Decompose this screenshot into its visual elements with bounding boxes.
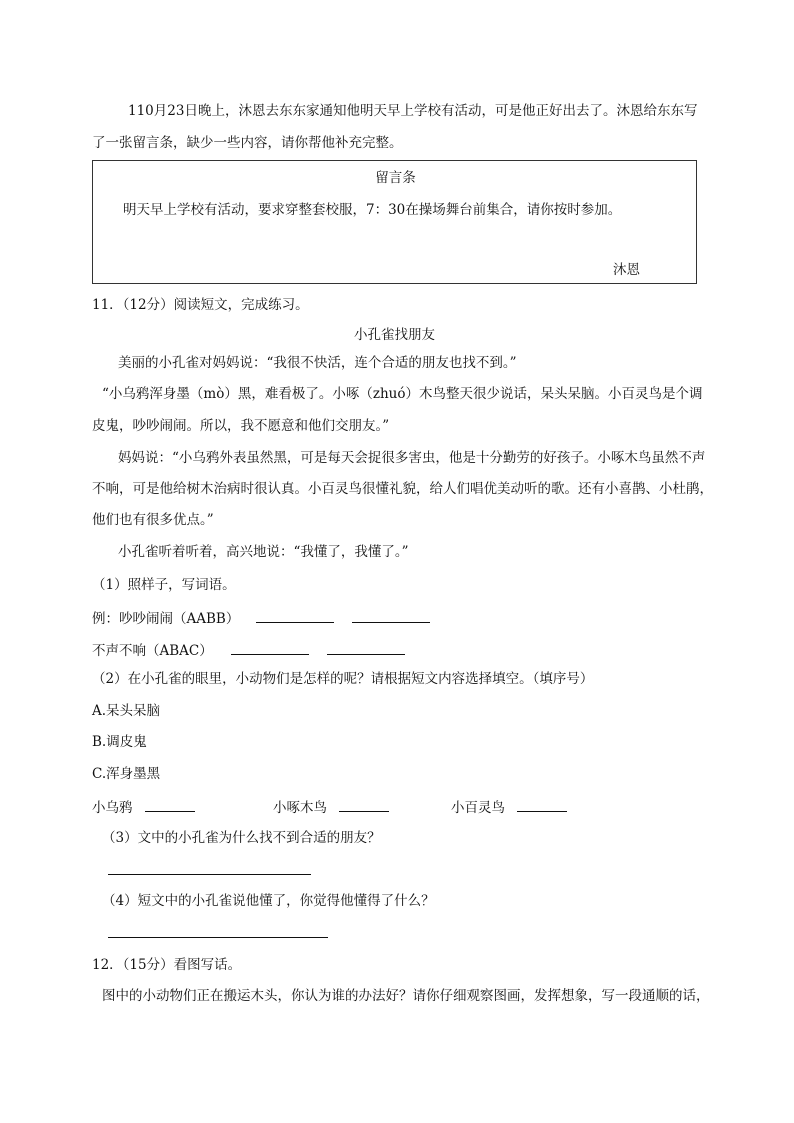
answer-line[interactable]	[108, 937, 328, 938]
story-paragraph-2-line-2: 皮鬼，吵吵闹闹。所以，我不愿意和他们交朋友。”	[92, 418, 390, 434]
story-paragraph-3-line-2: 不响，可是他给树木治病时很认真。小百灵鸟很懂礼貌，给人们唱优美动听的歌。还有小喜鹊、小杜鹃，	[92, 481, 713, 497]
option-c: C.浑身墨黑	[92, 766, 161, 782]
story-paragraph-3-line-3: 他们也有很多优点。”	[92, 512, 214, 528]
fill-animal-2	[273, 797, 389, 817]
example-2-label: 不声不响（ABAC）	[92, 643, 213, 659]
example-row-1	[92, 608, 430, 628]
fill-animal-3	[451, 797, 567, 817]
story-paragraph-3-line-1: 妈妈说：“小乌鸦外表虽然黑，可是每天会捉很多害虫，他是十分勤劳的好孩子。小啄木鸟虽然不声	[118, 450, 706, 466]
answer-blank[interactable]	[327, 640, 405, 655]
answer-blank[interactable]	[517, 797, 567, 812]
intro-line-2: 了一张留言条，缺少一些内容，请你帮他补充完整。	[92, 135, 403, 151]
message-note-box	[92, 160, 697, 284]
sub-question-4: （4）短文中的小孔雀说他懂了，你觉得他懂得了什么？	[102, 893, 435, 909]
answer-blank[interactable]	[145, 797, 195, 812]
example-1-label: 例：吵吵闹闹（AABB）	[92, 611, 240, 627]
answer-blank[interactable]	[352, 608, 430, 623]
answer-blank[interactable]	[231, 640, 309, 655]
note-title: 留言条	[375, 170, 416, 186]
sub-question-1: （1）照样子，写词语。	[92, 577, 236, 593]
animal-2-label: 小啄木鸟	[273, 800, 327, 816]
story-paragraph-1: 美丽的小孔雀对妈妈说：“我很不快活，连个合适的朋友也找不到。”	[118, 355, 517, 371]
story-paragraph-2-line-1: “小乌鸦浑身墨（mò）黑，难看极了。小啄（zhuó）木鸟整天很少说话，呆头呆脑。小百灵鸟是个调	[102, 386, 703, 402]
animal-3-label: 小百灵鸟	[451, 800, 505, 816]
sub-question-2: （2）在小孔雀的眼里，小动物们是怎样的呢？请根据短文内容选择填空。（填序号）	[92, 671, 594, 687]
answer-blank[interactable]	[256, 608, 334, 623]
story-paragraph-4: 小孔雀听着听着，高兴地说：“我懂了，我懂了。”	[118, 544, 409, 560]
answer-blank[interactable]	[339, 797, 389, 812]
fill-animal-1	[92, 797, 195, 817]
example-row-2	[92, 640, 405, 660]
intro-line-1: 110月23日晚上，沐恩去东东家通知他明天早上学校有活动，可是他正好出去了。沐恩给东东写	[128, 103, 698, 119]
option-b: B.调皮鬼	[92, 734, 147, 750]
q11-header: 11．（12分）阅读短文，完成练习。	[92, 297, 309, 313]
note-signature: 沐恩	[613, 262, 640, 278]
note-body: 明天早上学校有活动，要求穿整套校服，7：30在操场舞台前集合，请你按时参加。	[123, 202, 622, 218]
sub-question-3: （3）文中的小孔雀为什么找不到合适的朋友？	[102, 830, 381, 846]
q12-prompt-line-1: 图中的小动物们正在搬运木头，你认为谁的办法好？请你仔细观察图画，发挥想象，写一段通顺的话，	[102, 988, 710, 1004]
story-title: 小孔雀找朋友	[354, 327, 435, 343]
answer-line[interactable]	[108, 874, 311, 875]
animal-1-label: 小乌鸦	[92, 800, 133, 816]
q12-header: 12．（15分）看图写话。	[92, 957, 242, 973]
option-a: A.呆头呆脑	[92, 703, 161, 719]
